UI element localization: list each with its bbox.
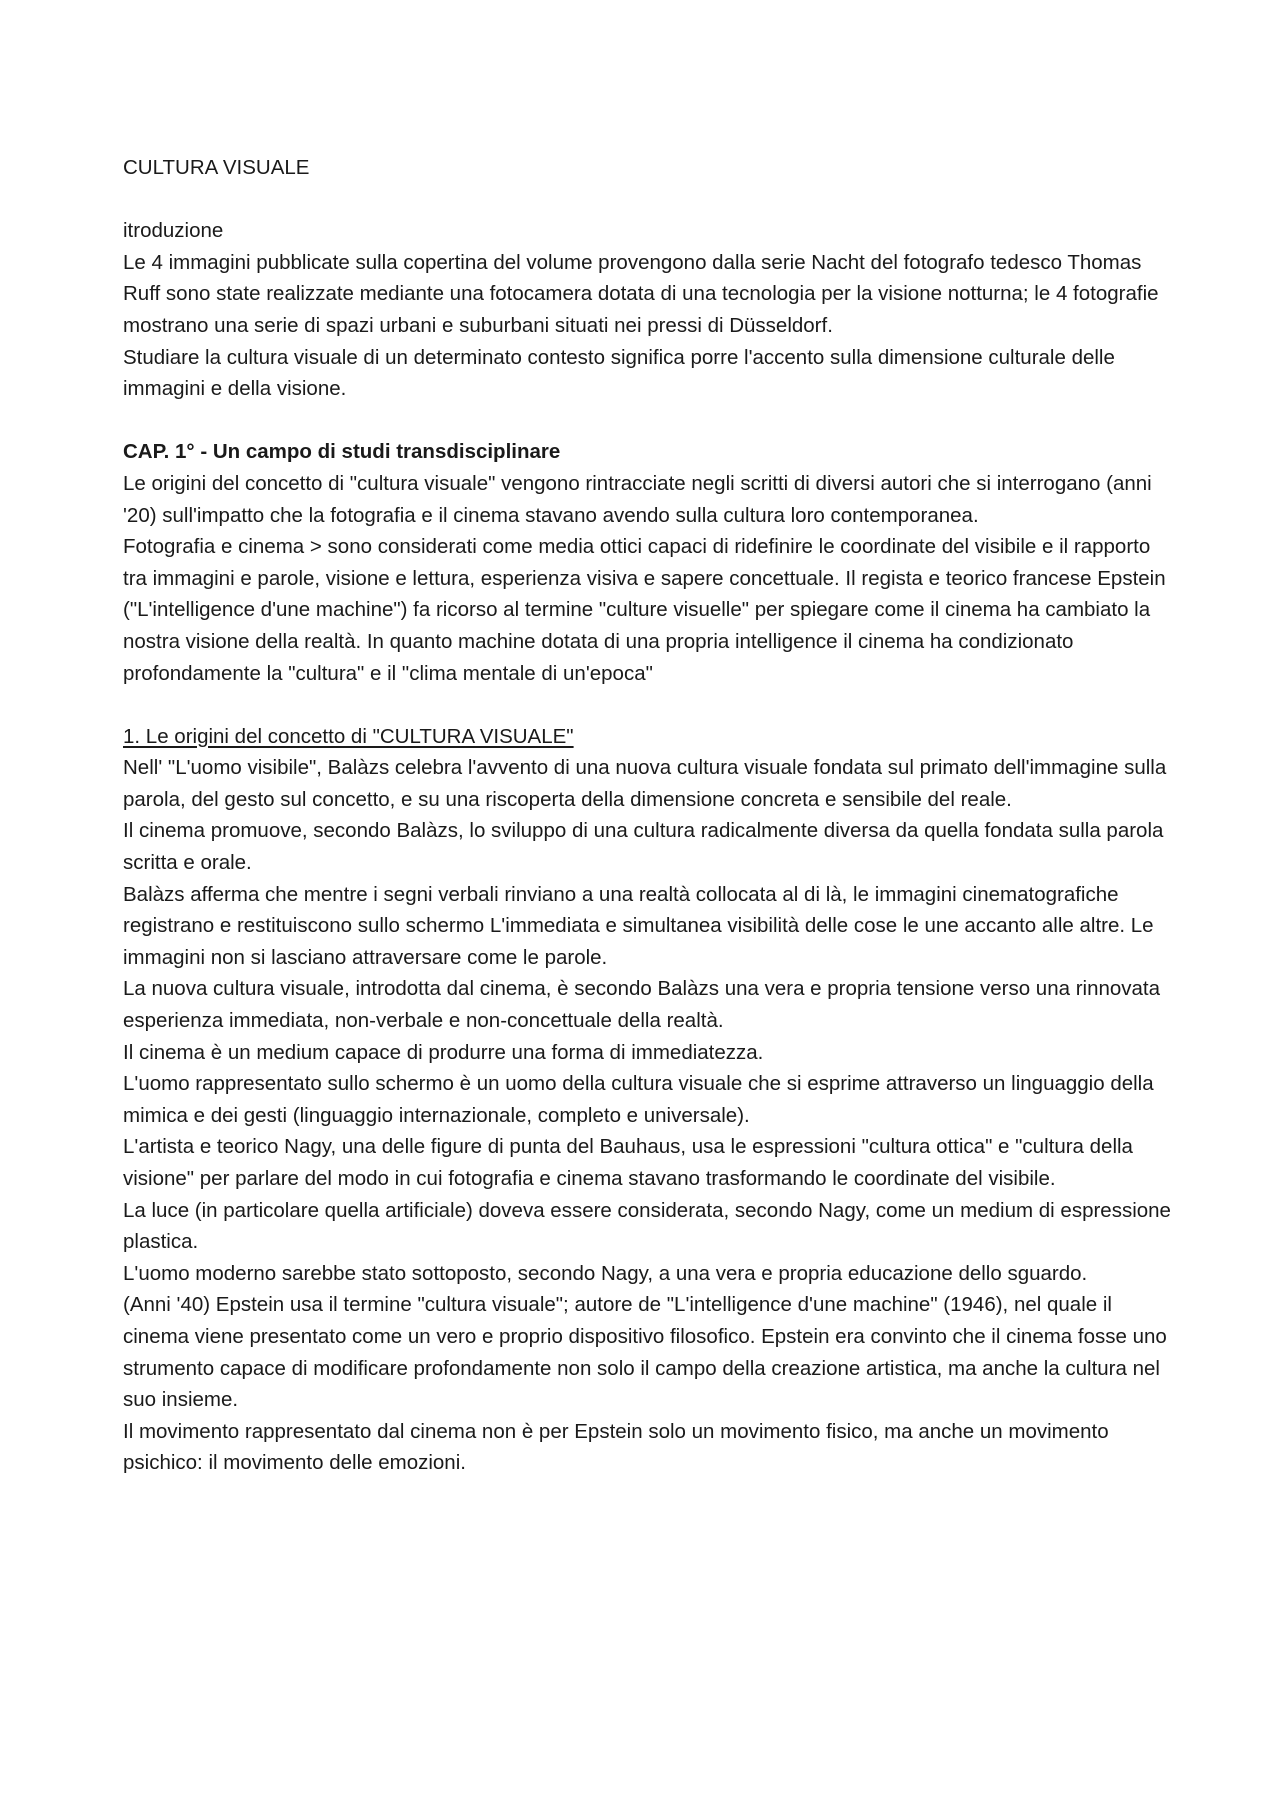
section-paragraph: L'uomo moderno sarebbe stato sottoposto, secondo Nagy, a una vera e propria educazione dello sguardo. bbox=[123, 1261, 1088, 1285]
intro-paragraph: Le 4 immagini pubblicate sulla copertina del volume provengono dalla serie Nacht del fotografo tedesco Thomas Ruff sono state realizzate mediante una fotocamera dotata di una tecnologia per la visione notturna; le 4 fotografie mostrano una serie di spazi urbani e suburbani situati nei pressi di Düsseldorf. bbox=[123, 250, 1159, 337]
intro-paragraph: Studiare la cultura visuale di un determinato contesto significa porre l'accento sulla dimensione culturale delle immagini e della visione. bbox=[123, 345, 1115, 401]
chapter-paragraph: Le origini del concetto di "cultura visuale" vengono rintracciate negli scritti di diversi autori che si interrogano (anni '20) sull'impatto che la fotografia e il cinema stavano avendo sulla cultura loro contemporanea. bbox=[123, 471, 1152, 527]
section-paragraph: La nuova cultura visuale, introdotta dal cinema, è secondo Balàzs una vera e propria tensione verso una rinnovata esperienza immediata, non-verbale e non-concettuale della realtà. bbox=[123, 977, 1161, 1033]
spacer bbox=[123, 405, 1173, 437]
spacer bbox=[123, 689, 1173, 721]
section-paragraph: L'uomo rappresentato sullo schermo è un uomo della cultura visuale che si esprime attraverso un linguaggio della mimica e dei gesti (linguaggio internazionale, completo e universale). bbox=[123, 1072, 1154, 1127]
section-paragraph: Il movimento rappresentato dal cinema non è per Epstein solo un movimento fisico, ma anche un movimento psichico: il movimento delle emozioni. bbox=[123, 1419, 1109, 1475]
chapter-heading: CAP. 1° - Un campo di studi transdisciplinare bbox=[123, 440, 561, 464]
section-heading: 1. Le origini del concetto di "CULTURA VISUALE" bbox=[123, 724, 574, 748]
section-paragraph: Il cinema è un medium capace di produrre una forma di immediatezza. bbox=[123, 1040, 764, 1064]
document-title: CULTURA VISUALE bbox=[123, 156, 310, 179]
section-paragraph: Il cinema promuove, secondo Balàzs, lo sviluppo di una cultura radicalmente diversa da quella fondata sulla parola scritta e orale. bbox=[123, 819, 1164, 875]
section-paragraph: Nell' "L'uomo visibile", Balàzs celebra l'avvento di una nuova cultura visuale fondata sul primato dell'immagine sulla parola, del gesto sul concetto, e su una riscoperta della dimensione concreta e sensibile del reale. bbox=[123, 756, 1167, 811]
spacer bbox=[123, 184, 1173, 216]
section-paragraph: Balàzs afferma che mentre i segni verbali rinviano a una realtà collocata al di là, le immagini cinematografiche registrano e restituiscono sullo schermo L'immediata e simultanea visibilità delle cose le une accanto alle altre. Le immagini non si lasciano attraversare come le parole. bbox=[123, 882, 1154, 969]
section-paragraph: La luce (in particolare quella artificiale) doveva essere considerata, secondo Nagy, come un medium di espressione plastica. bbox=[123, 1198, 1171, 1254]
document-page bbox=[123, 152, 1173, 1479]
section-paragraph: (Anni '40) Epstein usa il termine "cultura visuale"; autore de "L'intelligence d'une machine" (1946), nel quale il cinema viene presentato come un vero e proprio dispositivo filosofico. Epstein era convinto che il cinema fosse uno strumento capace di modificare profondamente non solo il campo della creazione artistica, ma anche la cultura nel suo insieme. bbox=[123, 1293, 1167, 1412]
section-paragraph: L'artista e teorico Nagy, una delle figure di punta del Bauhaus, usa le espressioni "cultura ottica" e "cultura della visione" per parlare del modo in cui fotografia e cinema stavano trasformando le coordinate del visibile. bbox=[123, 1135, 1133, 1190]
intro-label: itroduzione bbox=[123, 219, 224, 243]
chapter-paragraph: Fotografia e cinema > sono considerati come media ottici capaci di ridefinire le coordinate del visibile e il rapporto tra immagini e parole, visione e lettura, esperienza visiva e sapere concettuale. Il regista e teorico francese Epstein ("L'intelligence d'une machine") fa ricorso al termine "culture visuelle" per spiegare come il cinema ha cambiato la nostra visione della realtà. In quanto machine dotata di una propria intelligence il cinema ha condizionato profondamente la "cultura" e il "clima mentale di un'epoca" bbox=[123, 535, 1166, 685]
